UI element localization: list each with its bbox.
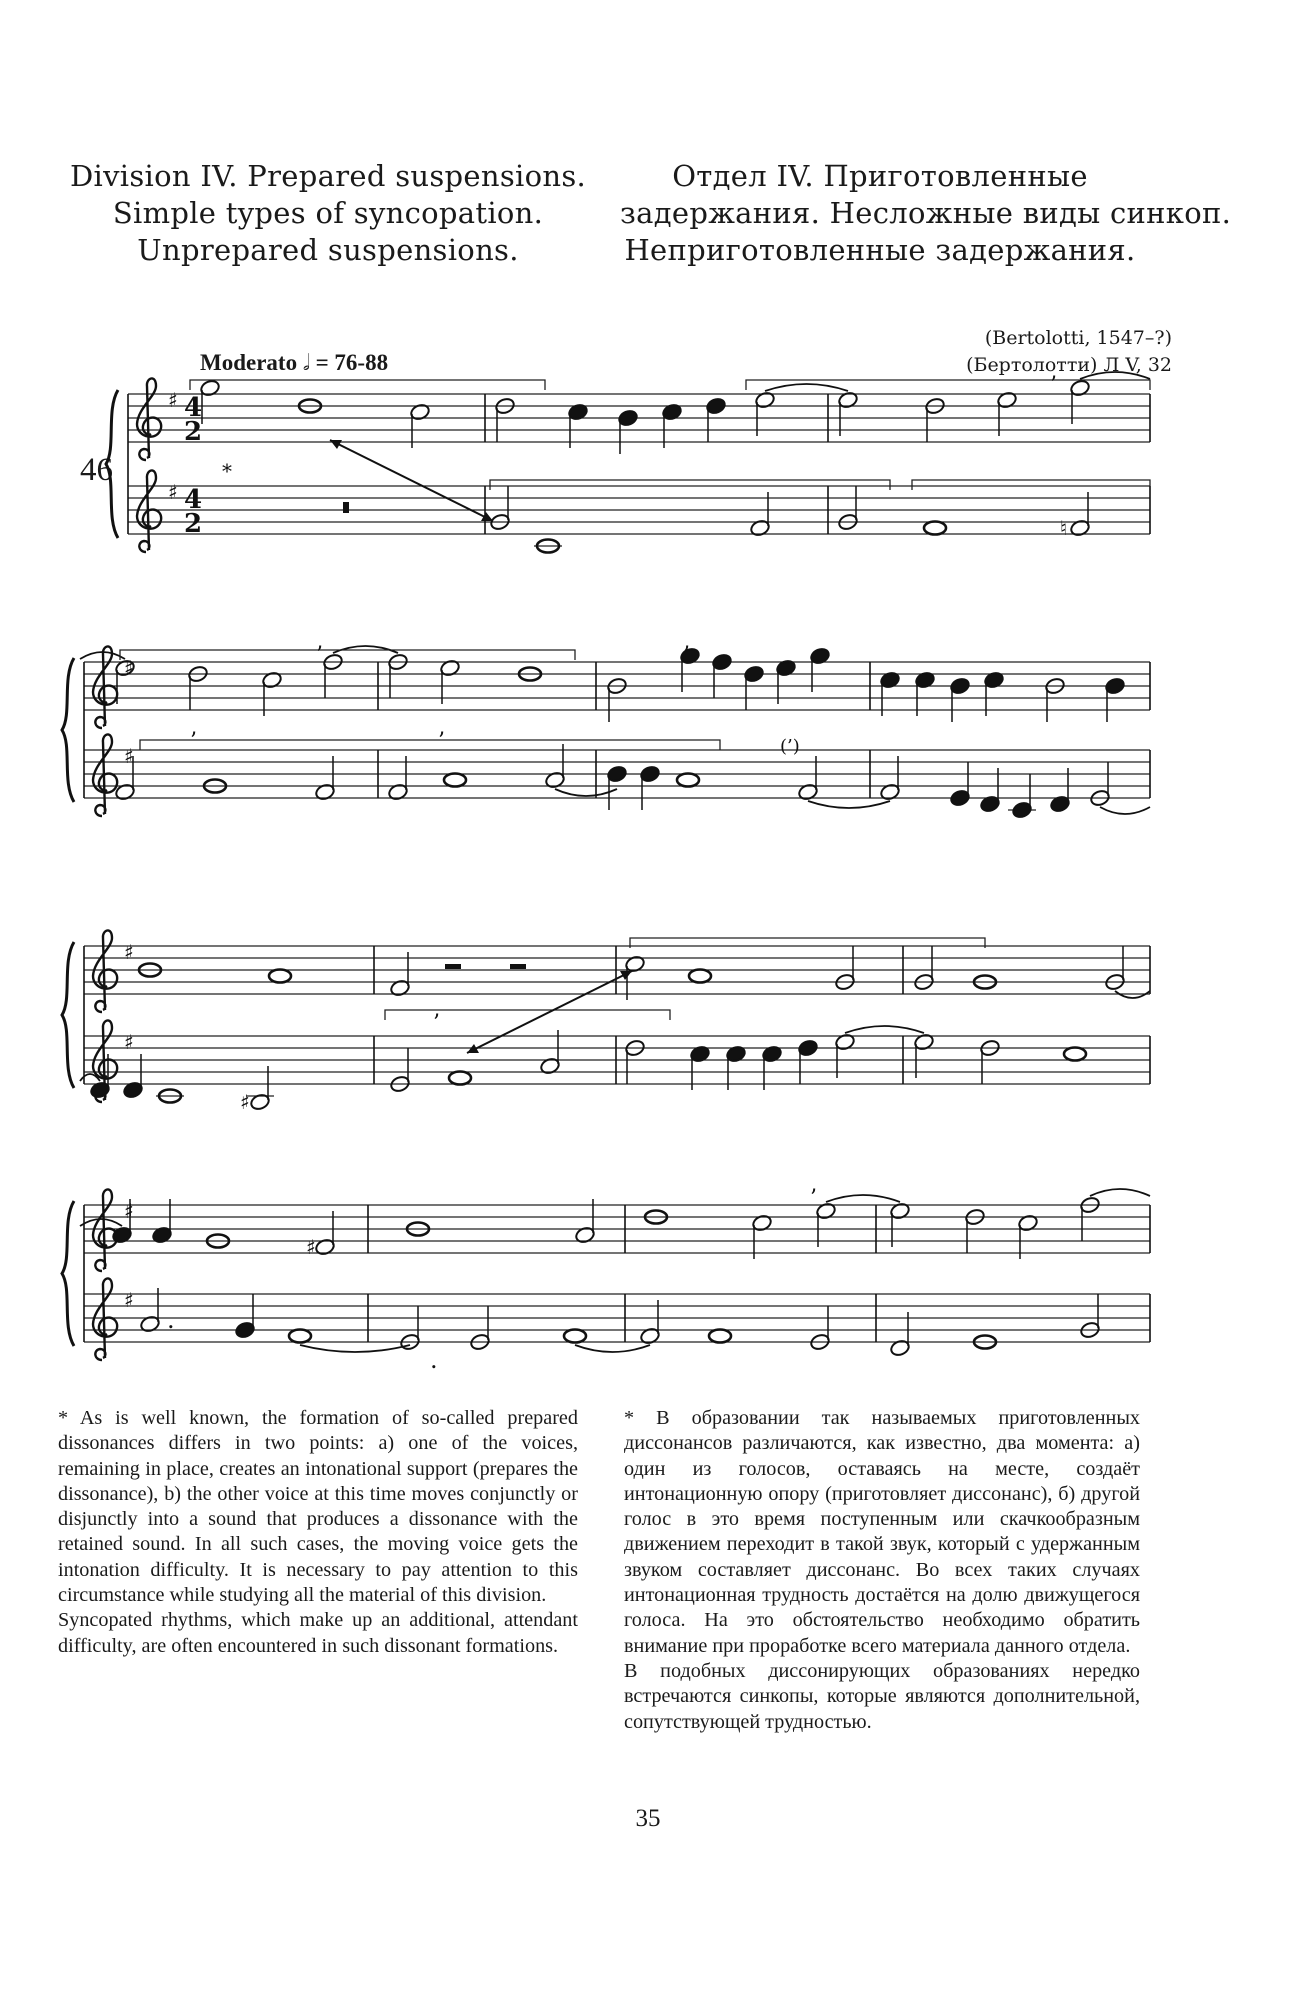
heading-en-line-2: Simple types of syncopation. [112,196,544,230]
heading-ru-line-2: задержания. Несложные виды синкоп. [620,196,1232,230]
phrase-bracket [120,650,575,660]
half-note-icon: 𝅗𝅥 [302,351,310,376]
key-signature-sharp-icon: ♯ [124,656,134,680]
treble-clef-icon [93,1278,117,1360]
key-signature-sharp-icon: ♯ [124,1288,134,1312]
natural-sign-icon: ♮ [1060,516,1068,540]
footnote-ru-paragraph-2: В подобных диссонирующих образованиях нередко встречаются синкопы, которые являются дополнительной, сопутствующей трудностью. [624,1659,1140,1733]
whole-note-icon [677,774,699,787]
whole-note-icon [709,1330,731,1343]
tie-line [80,1219,122,1226]
breath-mark: ’ [316,643,323,668]
tie-line [555,789,617,796]
footnote-english [58,1406,578,1659]
whole-note-icon [289,1330,311,1343]
whole-note-icon [564,1330,586,1343]
treble-clef-icon [93,930,117,1012]
heading-ru-line-3: Неприготовленные задержания. [624,233,1136,267]
heading-ru-line-1: Отдел IV. Приготовленные [672,159,1088,193]
page-number: 35 [635,1805,661,1832]
key-signature-sharp-icon: ♯ [124,1030,134,1054]
footnote-russian [624,1406,1140,1735]
tie-line [300,1345,410,1352]
tie-line [1100,807,1150,814]
system-brace-icon [62,942,74,1088]
whole-note-icon [1064,1048,1086,1061]
tie-line [1090,1189,1150,1196]
treble-clef-icon [137,470,161,552]
whole-note-icon [924,522,946,535]
treble-clef-icon [93,734,117,816]
key-signature-sharp-icon: ♯ [124,940,134,964]
system-brace-icon [62,1201,74,1346]
system-brace-icon [106,390,118,538]
tie-line [765,384,848,391]
whole-note-icon [269,970,291,983]
breath-mark: ’ [438,729,445,754]
half-rest-icon [445,964,461,969]
treble-clef-icon [137,378,161,460]
tie-line [826,1195,900,1202]
time-signature-top: 4 [184,393,203,423]
key-signature-sharp-icon: ♯ [168,480,178,504]
phrase-bracket [190,380,545,390]
arrow-line [467,971,632,1053]
composer-attribution: (Bertolotti, 1547–?) [984,327,1172,349]
time-signature-top: 4 [184,485,203,515]
tie-line [845,1026,924,1033]
composer-attribution-ru: (Бертолотти) Л V, 32 [966,354,1172,376]
sharp-sign-icon: ♯ [240,1090,250,1114]
time-signature-bottom: 2 [184,509,203,539]
breath-mark: ’ [190,729,197,754]
sharp-sign-icon: ♯ [306,1235,316,1259]
tie-line [808,801,890,808]
footnote-ru-paragraph-1: * В образовании так называемых приготовленных диссонансов различаются, как известно, два момента: а) один из голосов, оставаясь на месте, создаёт интонационную опору (приготовляет диссонанс), б) другой голос в это время поступенным или скачкообразным движением переходит в такой звук, который с удержанным звуком составляет диссонанс. Во всех таких случаях интонационная трудность достаётся на долю движущегося голоса. На это обстоятельство необходимо обратить внимание при проработке всего материала данного отдела. [624,1407,1140,1657]
arrow-line [330,440,493,521]
tempo-value: = 76-88 [315,350,389,375]
exercise-number: 46 [80,452,113,488]
breath-mark: ’ [433,1011,440,1036]
footnote-en-paragraph-1: * As is well known, the formation of so-called prepared dissonances differs in two points: a) one of the voices, remaining in place, creates an intonational support (prepares the dissonance), b) the other voice at this time moves conjunctly or disjunctly into a sound that produces a dissonance with the retained sound. In all such cases, the moving voice gets the intonation difficulty. It is necessary to pay attention to this circumstance while studying all the material of this division. [58,1407,578,1607]
whole-rest-icon [343,502,349,513]
stray-dot: . [430,1346,438,1374]
system-brace-icon [62,658,74,802]
tempo-label: Moderato [200,350,298,375]
augmentation-dot: . [167,1306,175,1334]
heading-en-line-1: Division IV. Prepared suspensions. [69,159,587,193]
key-signature-sharp-icon: ♯ [168,388,178,412]
phrase-bracket [912,480,1150,490]
treble-clef-icon [93,1189,117,1271]
tie-line [575,1345,650,1352]
phrase-bracket [140,740,720,750]
whole-note-icon [449,1072,471,1085]
phrase-bracket [385,1010,670,1020]
whole-note-icon [689,970,711,983]
treble-clef-icon [93,646,117,728]
breath-mark: ’ [1050,373,1057,398]
heading-en-line-3: Unprepared suspensions. [137,233,519,267]
key-signature-sharp-icon: ♯ [124,1199,134,1223]
footnote-marker: * [222,459,232,483]
half-rest-icon [510,964,526,969]
phrase-bracket [490,480,890,490]
time-signature-bottom: 2 [184,417,203,447]
whole-note-icon [444,774,466,787]
key-signature-sharp-icon: ♯ [124,744,134,768]
tie-line [1080,372,1150,379]
optional-breath-mark: (’) [780,736,800,757]
footnote-en-paragraph-2: Syncopated rhythms, which make up an additional, attendant difficulty, are often encountered in such dissonant formations. [58,1609,578,1657]
breath-mark: ’ [810,1186,817,1211]
breath-mark: ’ [683,643,690,668]
